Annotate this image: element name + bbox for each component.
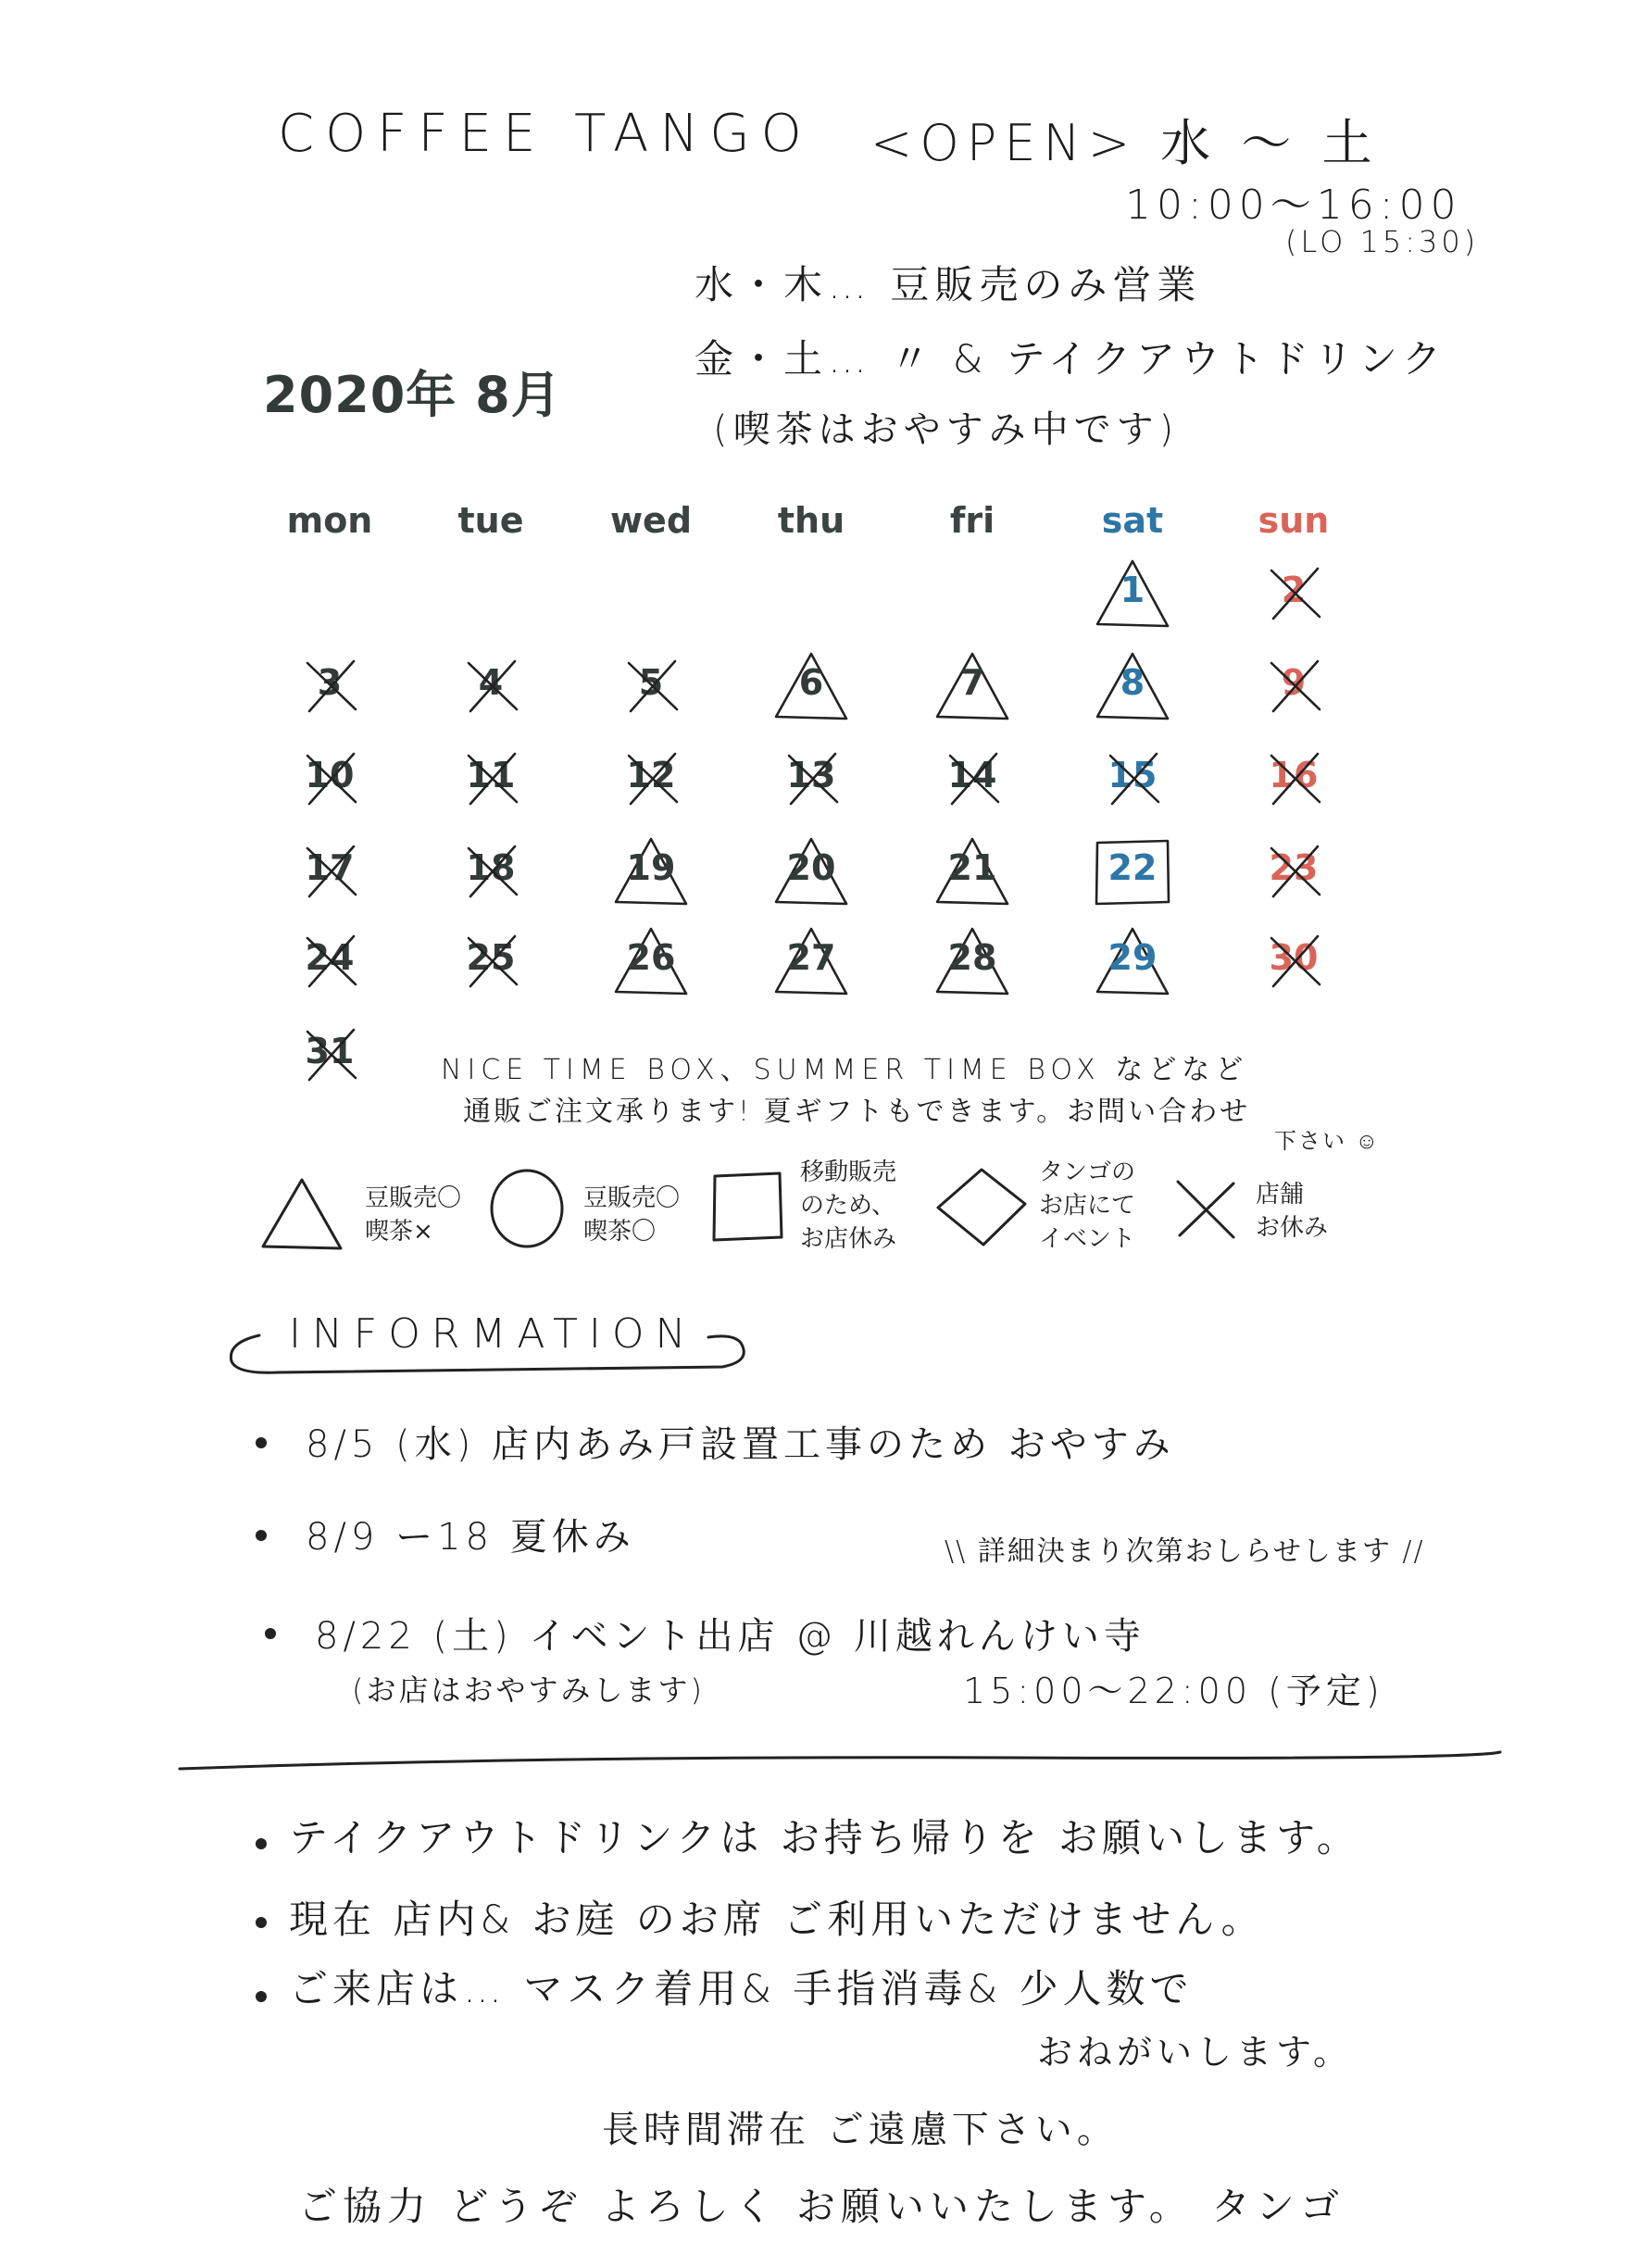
day-number: 15 [1108, 755, 1158, 795]
calendar-day-27 [756, 923, 867, 997]
day-number: 20 [786, 847, 836, 888]
calendar-day-28 [917, 923, 1028, 997]
day-number: 11 [466, 755, 516, 795]
info-item-3-sub: (お店はおやすみします) [352, 1672, 705, 1708]
day-number: 21 [947, 847, 997, 888]
day-number: 8 [1120, 662, 1145, 703]
info-item-3-time: 15:00〜22:00 (予定) [963, 1671, 1384, 1711]
x-mark-icon [435, 923, 546, 997]
request-line-1: テイクアウトドリンクは お持ち帰りを お願いします。 [289, 1815, 1360, 1860]
request-line-3: ご来店は… マスク着用& 手指消毒& 少人数で [289, 1966, 1194, 2011]
calendar-day-30 [1238, 923, 1349, 997]
calendar-day-2 [1238, 556, 1349, 630]
day-number: 7 [959, 662, 985, 703]
weekday-sun: sun [1258, 500, 1330, 541]
x-mark-icon [274, 1017, 385, 1091]
day-number: 17 [305, 847, 355, 888]
note-fri-sat: 金・土… 〃 & テイクアウトドリンク [695, 336, 1447, 382]
day-number: 9 [1281, 662, 1307, 703]
x-mark-icon [756, 741, 867, 815]
calendar-day-17 [274, 833, 385, 908]
calendar-day-7 [917, 648, 1028, 722]
legend-diamond-text: タンゴの お店にて イベント [1039, 1159, 1136, 1253]
day-number: 13 [786, 755, 836, 795]
calendar-day-12 [595, 741, 707, 815]
calendar-day-25 [435, 923, 546, 997]
calendar-day-9 [1238, 648, 1349, 722]
day-number: 5 [638, 662, 664, 703]
calendar-day-23 [1238, 833, 1349, 908]
day-number: 26 [626, 937, 676, 978]
note-wed-thu: 水・木… 豆販売のみ営業 [695, 262, 1202, 307]
calendar-day-10 [274, 741, 385, 815]
notice-line-3: 下さい ☺ [1274, 1128, 1381, 1154]
legend-square-text: 移動販売 のため、 お店休み [800, 1159, 897, 1253]
req-bullet-1 [256, 1838, 267, 1849]
info-item-1: 8/5 (水) 店内あみ戸設置工事のため おやすみ [306, 1423, 1175, 1466]
day-number: 3 [317, 662, 343, 703]
calendar-day-26 [595, 923, 707, 997]
notice-line-1: NICE TIME BOX、SUMMER TIME BOX などなど [441, 1054, 1249, 1086]
calendar-day-15 [1077, 741, 1188, 815]
calendar-day-19 [595, 833, 707, 908]
day-number: 14 [947, 755, 997, 795]
day-number: 6 [798, 662, 824, 703]
legend-x-icon [1172, 1176, 1239, 1243]
x-mark-icon [1238, 833, 1349, 908]
x-mark-icon [1077, 741, 1188, 815]
day-number: 16 [1269, 755, 1319, 795]
x-mark-icon [274, 923, 385, 997]
day-number: 10 [305, 755, 355, 795]
weekday-tue: tue [457, 500, 524, 541]
calendar-day-16 [1238, 741, 1349, 815]
information-underline-icon [222, 1315, 759, 1389]
calendar-day-11 [435, 741, 546, 815]
weekday-sat: sat [1101, 500, 1164, 541]
calendar-day-1 [1077, 556, 1188, 630]
x-mark-icon [1238, 556, 1349, 630]
calendar-day-3 [274, 648, 385, 722]
brand-title: COFFEE TANGO [278, 104, 813, 164]
legend-square-icon [709, 1169, 785, 1245]
calendar-day-13 [756, 741, 867, 815]
info-item-2: 8/9 ー18 夏休み [306, 1516, 635, 1559]
open-days: <OPEN> 水 〜 土 [870, 114, 1380, 172]
day-number: 19 [626, 847, 676, 888]
notice-line-2: 通販ご注文承ります! 夏ギフトもできます。お問い合わせ [463, 1096, 1251, 1128]
day-number: 25 [466, 937, 516, 978]
request-line-5: ご協力 どうぞ よろしく お願いいたします。 タンゴ [298, 2184, 1345, 2229]
info-item-2-detail: \\ 詳細決まり次第おしらせします // [945, 1535, 1425, 1568]
day-number: 30 [1269, 937, 1319, 978]
req-bullet-3 [256, 1991, 267, 2002]
calendar-day-6 [756, 648, 867, 722]
information-title: INFORMATION [289, 1310, 697, 1358]
x-mark-icon [595, 741, 707, 815]
legend-diamond-icon [933, 1165, 1030, 1248]
legend-triangle-text: 豆販売〇 喫茶× [365, 1184, 462, 1246]
day-number: 12 [626, 755, 676, 795]
info-bullet-2 [256, 1530, 267, 1541]
x-mark-icon [435, 648, 546, 722]
day-number: 24 [305, 937, 355, 978]
x-mark-icon [274, 648, 385, 722]
info-bullet-3 [265, 1628, 276, 1639]
opening-hours: 10:00〜16:00 [1125, 182, 1462, 229]
legend-circle-text: 豆販売〇 喫茶〇 [583, 1184, 681, 1246]
calendar-day-29 [1077, 923, 1188, 997]
x-mark-icon [917, 741, 1028, 815]
day-number: 23 [1269, 847, 1319, 888]
calendar-day-14 [917, 741, 1028, 815]
calendar-day-4 [435, 648, 546, 722]
x-mark-icon [1238, 741, 1349, 815]
calendar-day-20 [756, 833, 867, 908]
info-item-3: 8/22 (土) イベント出店 @ 川越れんけい寺 [315, 1615, 1145, 1658]
req-bullet-2 [256, 1917, 267, 1928]
calendar-day-31 [274, 1017, 385, 1091]
day-number: 29 [1108, 937, 1158, 978]
request-line-2: 現在 店内& お庭 のお席 ご利用いただけません。 [289, 1897, 1265, 1942]
legend-triangle-icon [257, 1174, 346, 1254]
month-title: 2020年 8月 [263, 366, 562, 424]
day-number: 28 [947, 937, 997, 978]
info-bullet-1 [256, 1437, 267, 1448]
weekday-fri: fri [949, 500, 995, 541]
x-mark-icon [274, 833, 385, 908]
day-number: 2 [1281, 570, 1307, 610]
request-line-4: 長時間滞在 ご遠慮下さい。 [602, 2109, 1119, 2151]
weekday-mon: mon [286, 500, 373, 541]
divider-line [176, 1748, 1509, 1776]
day-number: 4 [478, 662, 504, 703]
x-mark-icon [1238, 648, 1349, 722]
calendar-day-24 [274, 923, 385, 997]
day-number: 22 [1108, 847, 1158, 888]
x-mark-icon [595, 648, 707, 722]
note-cafe-closed: (喫茶はおやすみ中です) [713, 408, 1180, 451]
legend-x-text: 店舗 お休み [1256, 1181, 1329, 1242]
calendar-day-18 [435, 833, 546, 908]
calendar-day-5 [595, 648, 707, 722]
calendar-day-21 [917, 833, 1028, 908]
day-number: 18 [466, 847, 516, 888]
x-mark-icon [435, 833, 546, 908]
calendar-day-8 [1077, 648, 1188, 722]
request-line-3b: おねがいします。 [1037, 2032, 1353, 2073]
x-mark-icon [274, 741, 385, 815]
day-number: 31 [305, 1031, 355, 1071]
x-mark-icon [1238, 923, 1349, 997]
last-order: (LO 15:30) [1285, 224, 1480, 259]
weekday-wed: wed [609, 500, 693, 541]
day-number: 1 [1120, 570, 1145, 610]
legend-circle-icon [487, 1167, 567, 1250]
x-mark-icon [435, 741, 546, 815]
weekday-thu: thu [777, 500, 845, 541]
day-number: 27 [786, 937, 836, 978]
calendar-day-22 [1077, 833, 1188, 908]
